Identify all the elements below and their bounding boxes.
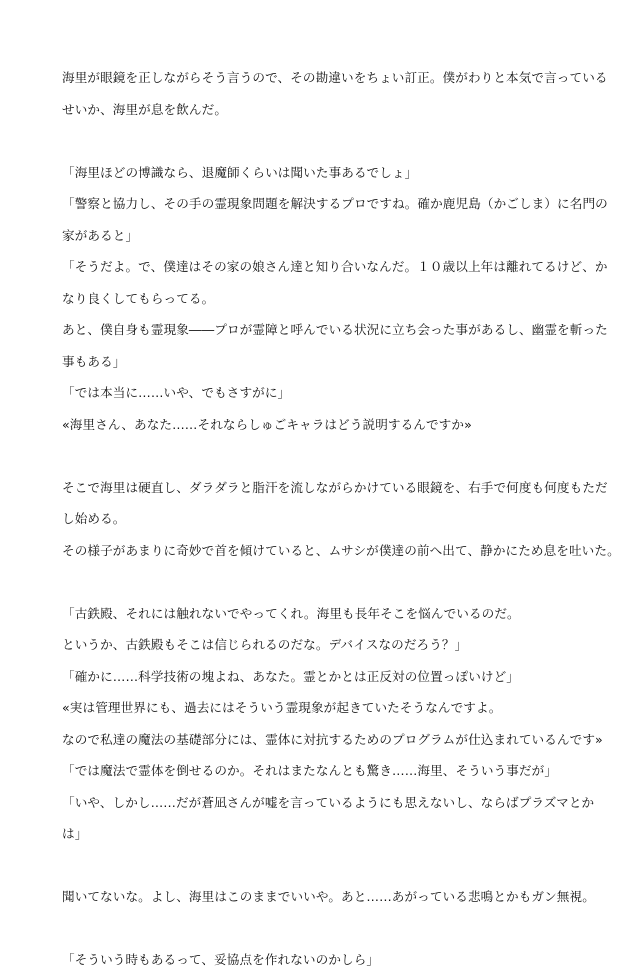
text-line: 「では本当に……いや、でもさすがに」 — [62, 385, 291, 400]
blank-line — [62, 566, 582, 598]
text-line: 家があると」 — [62, 227, 139, 243]
text-line: というか、古鉄殿もそこは信じられるのだな。デバイスなのだろう？」 — [62, 637, 468, 652]
text-line: し始める。 — [62, 511, 126, 526]
text-line: 「そういう時もあるって、妥協点を作れないのかしら」 — [62, 952, 380, 967]
text-line: 海里が眼鏡を正しながらそう言うので、その勘違いをちょい訂正。僕がわりと本気で言っている — [62, 70, 608, 85]
text-line: 事もある」 — [62, 353, 126, 369]
text-line: 「海里ほどの博識なら、退魔師くらいは聞いた事あるでしょ」 — [62, 164, 418, 180]
text-line: 「古鉄殿、それには触れないでやってくれ。海里も長年そこを悩んでいるのだ。 — [62, 605, 520, 621]
text-line: 聞いてないな。よし、海里はこのままでいいや。あと……あがっている悲鳴とかもガン無視。 — [62, 889, 595, 904]
text-line: 「そうだよ。で、僕達はその家の娘さん達と知り合いなんだ。１０歳以上年は離れてるけど、か — [62, 259, 608, 274]
text-line: あと、僕自身も霊現象――プロが霊障と呼んでいる状況に立ち会った事があるし、幽霊を斬った — [62, 322, 608, 337]
text-line: なので私達の魔法の基礎部分には、霊体に対抗するためのプログラムが仕込まれているんです» — [62, 731, 603, 747]
text-line: 「警察と協力し、その手の霊現象問題を解決するプロですね。確か鹿児島（かごしま）に名門の — [62, 196, 608, 211]
text-line: 「いや、しかし……だが蒼凪さんが嘘を言っているようにも思えないし、ならばプラズマとか — [62, 794, 595, 810]
blank-line — [62, 850, 582, 882]
text-line: «海里さん、あなた……それならしゅごキャラはどう説明するんですか» — [62, 416, 472, 432]
text-line: は」 — [62, 826, 88, 841]
text-line: 「では魔法で霊体を倒せるのか。それはまたなんとも驚き……海里、そういう事だが」 — [62, 763, 558, 778]
blank-line — [62, 125, 582, 157]
body-text — [62, 62, 620, 976]
text-line: その様子があまりに奇妙で首を傾けていると、ムサシが僕達の前へ出て、静かにため息を吐いた。 — [62, 542, 620, 558]
text-line: そこで海里は硬直し、ダラダラと脂汗を流しながらかけている眼鏡を、右手で何度も何度もただ — [62, 479, 608, 495]
text-line: «実は管理世界にも、過去にはそういう霊現象が起きていたそうなんですよ。 — [62, 700, 502, 715]
text-line: なり良くしてもらってる。 — [62, 290, 215, 306]
text-line: 「確かに……科学技術の塊よね、あなた。霊とかとは正反対の位置っぽいけど」 — [62, 668, 519, 684]
text-line: せいか、海里が息を飲んだ。 — [62, 101, 228, 117]
blank-line — [62, 913, 582, 945]
blank-line — [62, 440, 582, 472]
